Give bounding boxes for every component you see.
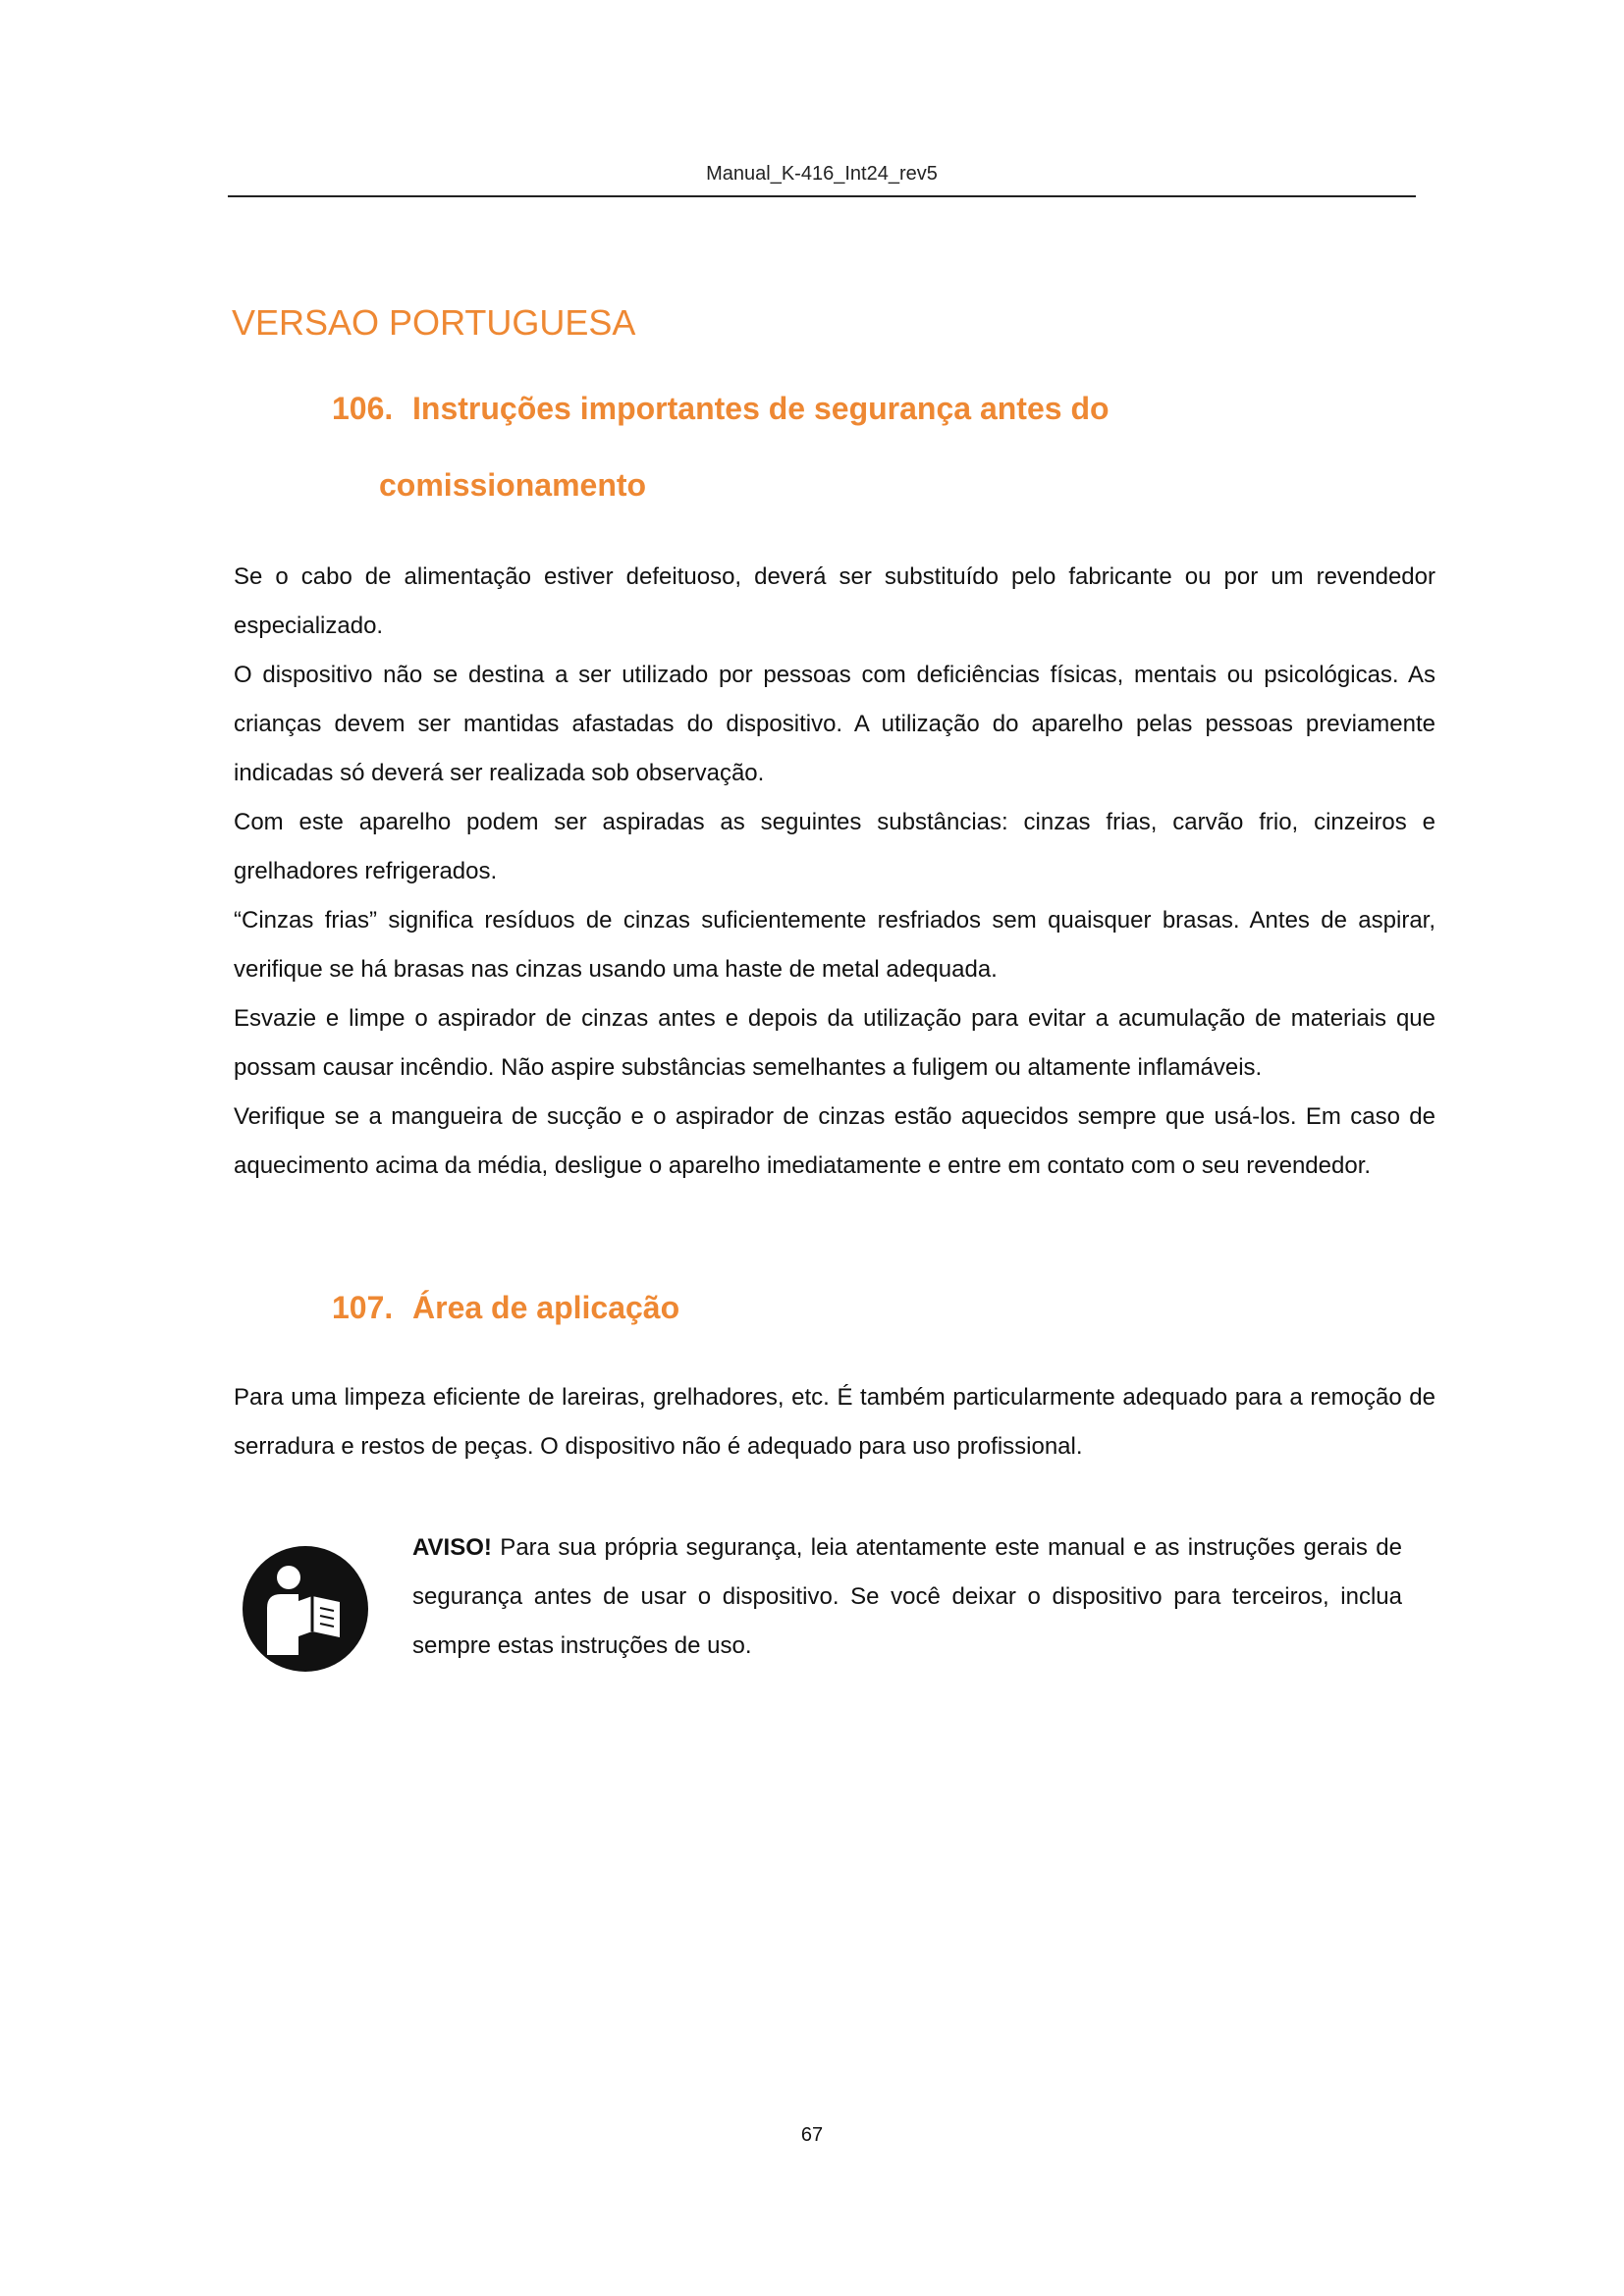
read-manual-icon <box>242 1545 369 1673</box>
section-106-heading <box>332 391 1110 427</box>
paragraph: “Cinzas frias” significa resíduos de cinzas suficientemente resfriados sem quaisquer brasas. Antes de aspirar, verifique se há brasas nas cinzas usando uma haste de metal adequada. <box>234 907 1435 983</box>
paragraph: Verifique se a mangueira de sucção e o aspirador de cinzas estão aquecidos sempre que usá-los. Em caso de aquecimento acima da média, desligue o aparelho imediatamente e entre em contato com o seu revendedor. <box>234 1103 1435 1179</box>
page-number: 67 <box>800 2124 824 2146</box>
section-107-heading <box>332 1290 679 1326</box>
document-header: Manual_K-416_Int24_rev5 <box>706 163 938 185</box>
warning-text <box>412 1523 1402 1671</box>
paragraph: Se o cabo de alimentação estiver defeituoso, deverá ser substituído pelo fabricante ou por um revendedor especializado. <box>234 563 1435 639</box>
section-106-number: 106. <box>332 391 394 426</box>
section-106-title-line1: Instruções importantes de segurança antes do <box>412 391 1110 426</box>
warning-body: Para sua própria segurança, leia atentamente este manual e as instruções gerais de segurança antes de usar o dispositivo. Se você deixar o dispositivo para terceiros, inclua sempre estas instruções de uso. <box>412 1534 1402 1659</box>
paragraph: Esvazie e limpe o aspirador de cinzas antes e depois da utilização para evitar a acumulação de materiais que possam causar incêndio. Não aspire substâncias semelhantes a fuligem ou altamente inflamáveis. <box>234 1005 1435 1081</box>
warning-label: AVISO! <box>412 1534 492 1561</box>
paragraph: Com este aparelho podem ser aspiradas as seguintes substâncias: cinzas frias, carvão frio, cinzeiros e grelhadores refrigerados. <box>234 809 1435 884</box>
header-rule <box>228 195 1416 197</box>
paragraph: O dispositivo não se destina a ser utilizado por pessoas com deficiências físicas, mentais ou psicológicas. As crianças devem ser mantidas afastadas do dispositivo. A utilização do aparelho pelas pessoas previamente indicadas só deverá ser realizada sob observação. <box>234 662 1435 786</box>
document-title: VERSAO PORTUGUESA <box>232 302 636 343</box>
section-107-title: Área de aplicação <box>412 1290 680 1325</box>
paragraph: Para uma limpeza eficiente de lareiras, grelhadores, etc. É também particularmente adequado para a remoção de serradura e restos de peças. O dispositivo não é adequado para uso profissional. <box>234 1384 1435 1460</box>
section-106-heading-line2: comissionamento <box>379 467 647 503</box>
section-107-number: 107. <box>332 1290 394 1325</box>
